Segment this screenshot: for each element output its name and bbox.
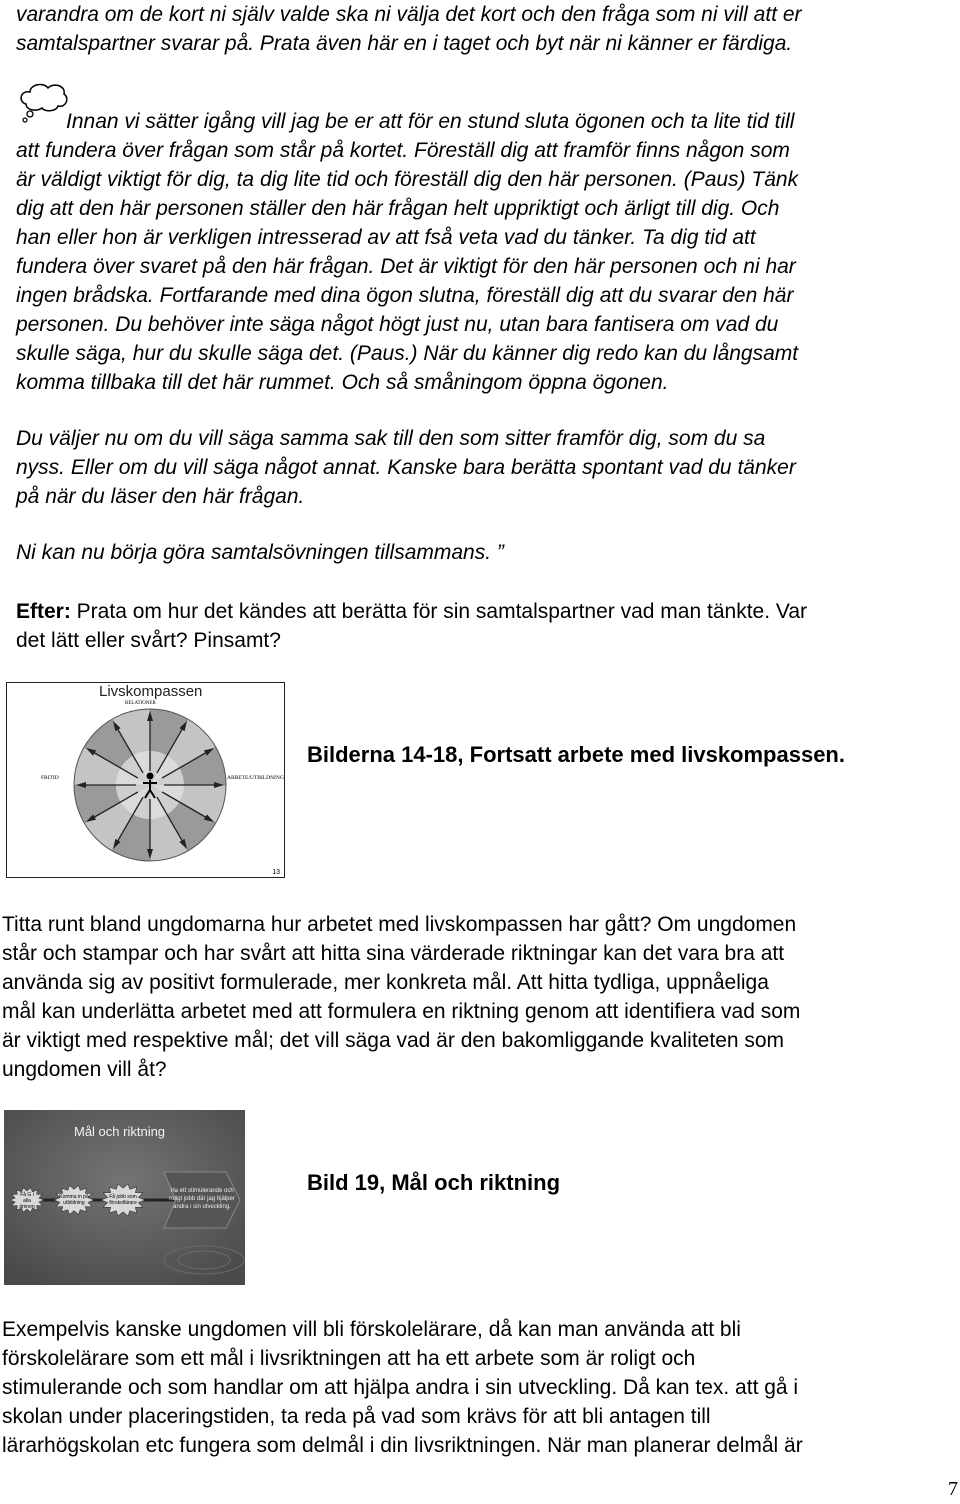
slide-right-label: ARBETE/UTBILDNING [227, 775, 284, 781]
text-line: ungdomen vill åt? [2, 1058, 167, 1081]
text-line [16, 597, 960, 626]
slide-top-label: RELATIONER [125, 701, 156, 706]
intro-paragraph [16, 0, 960, 58]
text-line: ingen brådska. Fortfarande med dina ögon slutna, föreställ dig att du svarar den här [16, 284, 794, 307]
text-line: lärarhögskolan etc fungera som delmål i din livsriktningen. När man planerar delmål är [2, 1434, 803, 1457]
page-number: 7 [948, 1478, 958, 1500]
text-line: dig att den här personen ställer den här frågan helt uppriktigt och ärligt till dig. Och [16, 197, 780, 220]
text-line: på när du läser den här frågan. [16, 485, 305, 508]
livskompass-paragraph [2, 910, 960, 1084]
text-line: stimulerande och som handlar om att hjälpa andra i sin utveckling. Då kan tex. att gå i [2, 1376, 799, 1399]
text-line: står och stampar och har svårt att hitta sina värderade riktningar kan det vara bra att [2, 942, 785, 965]
text-line: förskolelärare som ett mål i livsriktningen att ha ett arbete som är roligt och [2, 1347, 696, 1370]
text-line: komma tillbaka till det här rummet. Och så småningom öppna ögonen. [16, 371, 669, 394]
caption-bilderna: Bilderna 14-18, Fortsatt arbete med livskompassen. [307, 742, 845, 767]
after-text: Prata om hur det kändes att berätta för sin samtalspartner vad man tänkte. Var [70, 600, 807, 623]
text-line: varandra om de kort ni själv valde ska ni välja det kort och den fråga som ni vill att er [16, 3, 802, 26]
livskompassen-slide [6, 682, 285, 878]
text-line: använda sig av positivt formulerade, mer konkreta mål. Att hitta tydliga, uppnåeliga [2, 971, 769, 994]
choose-paragraph [16, 424, 960, 511]
after-label: Efter: [16, 600, 71, 623]
text-line: samtalspartner svarar på. Prata även här en i taget och byt när ni känner er färdiga. [16, 32, 793, 55]
text-line: är väldigt viktigt för dig, ta dig lite tid och föreställ dig den här personen. (Paus) Tänk [16, 168, 799, 191]
goal-star-label: Få jobb som förskollärare [109, 1194, 137, 1206]
text-line: är viktigt med respektive mål; det vill säga vad är den bakomliggande kvaliteten som [2, 1029, 785, 1052]
text-line: han eller hon är verkligen intresserad av att fså veta vad du tänker. Ta dig tid att [16, 226, 756, 249]
text-line: Titta runt bland ungdomarna hur arbetet med livskompassen har gått? Om ungdomen [2, 913, 797, 936]
after-paragraph [16, 597, 960, 655]
slide-number: 13 [272, 869, 280, 876]
example-paragraph [2, 1315, 960, 1460]
text-line: nyss. Eller om du vill säga något annat. Kanske bara berätta spontant vad du tänker [16, 456, 796, 479]
slide-title: Mål och riktning [74, 1124, 166, 1139]
direction-arrow-label: Ha ett stimulerande och roligt jobb där jag hjälper andra i sin utveckling. [169, 1188, 235, 1210]
text-line: skulle säga, hur du skulle säga det. (Paus.) När du känner dig redo kan du långsamt [16, 342, 799, 365]
text-line: Exempelvis kanske ungdomen vill bli förskolelärare, då kan man använda att bli [2, 1318, 741, 1341]
caption-bild19: Bild 19, Mål och riktning [307, 1170, 561, 1195]
goal-star-label: Få G i alla ämnen [19, 1192, 35, 1210]
text-line: Ni kan nu börja göra samtalsövningen tillsammans. ” [16, 541, 504, 564]
compass-wheel [72, 707, 228, 863]
mal-och-riktning-slide [4, 1110, 245, 1285]
text-line: det lätt eller svårt? Pinsamt? [16, 629, 281, 652]
text-line: att fundera över frågan som står på kortet. Föreställ dig att framför finns någon som [16, 139, 790, 162]
text-line: mål kan underlätta arbetet med att formulera en riktning genom att identifiera vad som [2, 1000, 801, 1023]
start-paragraph [16, 538, 960, 567]
slide-left-label: FRITID [41, 775, 59, 781]
text-line: personen. Du behöver inte säga något högt just nu, utan bara fantisera om vad du [16, 313, 779, 336]
goal-star-label: Komma in på utbildning [59, 1194, 89, 1206]
slide-title: Livskompassen [99, 683, 203, 700]
text-line: skolan under placeringstiden, ta reda på vad som krävs för att bli antagen till [2, 1405, 711, 1428]
visualization-paragraph [16, 107, 960, 397]
text-line: fundera över svaret på den här frågan. Det är viktigt för den här personen och ni har [16, 255, 796, 278]
text-line: Du väljer nu om du vill säga samma sak till den som sitter framför dig, som du sa [16, 427, 766, 450]
text-line: Innan vi sätter igång vill jag be er att för en stund sluta ögonen och ta lite tid till [66, 110, 795, 133]
